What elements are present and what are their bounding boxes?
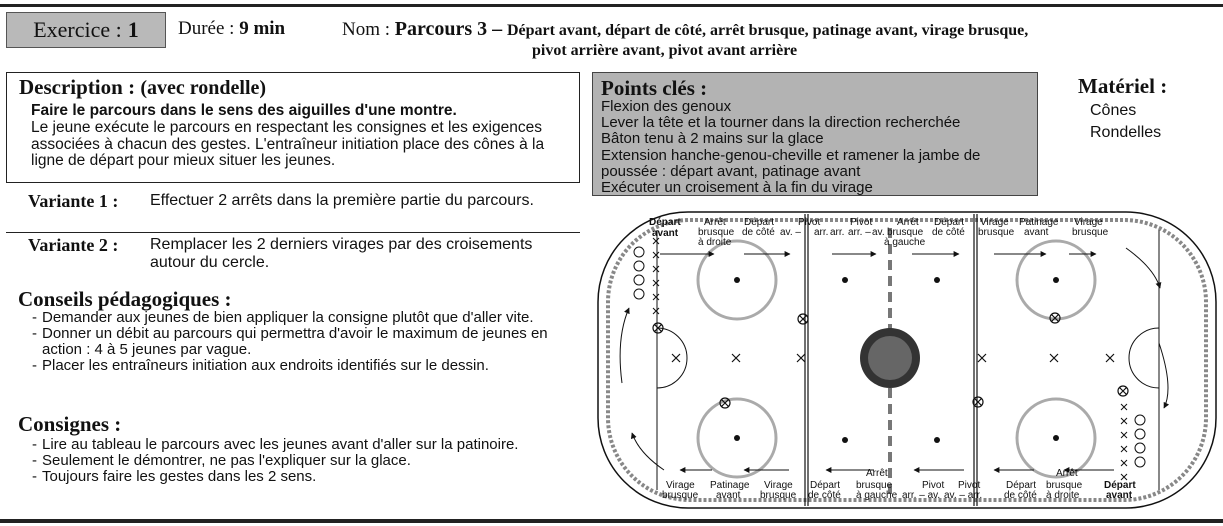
top-label-depart-cote-2: Départ de côté: [932, 217, 965, 238]
description-subtitle: (avec rondelle): [140, 77, 267, 99]
variante-2: [28, 236, 580, 278]
point-cle-item: Exécuter un croisement à la fin du virage: [601, 179, 873, 196]
duration: [178, 18, 285, 40]
conseils-list: [32, 310, 582, 374]
conseil-item: - Demander aux jeunes de bien appliquer la consigne plutôt que d'aller vite.: [32, 310, 582, 326]
variante-1-text: Effectuer 2 arrêts dans la première partie du parcours.: [150, 192, 534, 209]
description-text: Le jeune exécute le parcours en respectant les consignes et les exigences associées à chacun des gestes. L'entraîneur initiation place des cônes à la ligne de départ pour mieux situer les jeunes.: [31, 119, 545, 169]
points-cles-title: Points clés :: [601, 76, 708, 100]
name-label: Nom :: [342, 19, 391, 40]
description-box: [6, 72, 580, 183]
top-label-virage-1: Virage brusque: [978, 217, 1015, 238]
name-description-line1: Départ avant, départ de côté, arrêt brusque, patinage avant, virage brusque,: [506, 22, 1029, 39]
bottom-label-pivot-av-arr: Pivot av. – arr.: [944, 480, 983, 501]
top-label-pivot-second: Pivot arr. arr. –av.: [830, 217, 885, 238]
variante-1: [28, 192, 580, 232]
variante-2-label: Variante 2 :: [28, 235, 119, 255]
conseils-title: Conseils pédagogiques :: [18, 287, 232, 311]
variante-divider: [6, 232, 580, 233]
consigne-item: - Lire au tableau le parcours avec les jeunes avant d'aller sur la patinoire.: [32, 437, 582, 453]
top-label-depart-cote: Départ de côté: [742, 217, 775, 238]
bottom-label-depart-avant: Départ avant: [1104, 480, 1136, 501]
name-description-line2: pivot arrière avant, pivot avant arrière: [532, 42, 798, 59]
point-cle-item: Bâton tenu à 2 mains sur la glace: [601, 130, 824, 148]
exercise-label: Exercice :: [33, 17, 122, 42]
top-label-pivot-first: Pivot av. – arr.: [780, 217, 829, 238]
variante-2-text: Remplacer les 2 derniers virages par des croisements autour du cercle.: [150, 236, 533, 271]
exercise-badge: [6, 12, 166, 48]
bottom-label-arret-gauche: Arrêt brusque à gauche: [856, 468, 898, 501]
point-cle-item: Extension hanche-genou-cheville et ramener la jambe de poussée : départ avant, patinage avant: [601, 146, 981, 180]
top-label-depart-avant: Départ avant: [649, 217, 681, 239]
exercise-number: 1: [127, 17, 139, 42]
name-value: Parcours 3 –: [394, 18, 503, 40]
point-cle-item: Lever la tête et la tourner dans la direction recherchée: [601, 114, 961, 132]
footer-rule: [0, 519, 1223, 523]
top-label-patinage: Patinage avant: [1019, 217, 1059, 238]
top-label-arret-gauche: Arrêt brusque à gauche: [884, 217, 926, 248]
points-cles-box: [592, 72, 1038, 196]
materiel-item: Cônes: [1090, 102, 1137, 119]
bottom-label-depart-cote: Départ de côté: [808, 480, 841, 501]
top-label-arret-droite: Arrêt brusque à droite: [698, 217, 735, 248]
bottom-label-arret-droite: Arrêt brusque à droite: [1046, 468, 1083, 501]
exercise-name: [342, 18, 1028, 41]
bottom-label-pivot-arr-av: Pivot arr. – av.: [902, 480, 945, 501]
bottom-label-depart-cote-2: Départ de côté: [1004, 480, 1037, 501]
point-cle-item: Flexion des genoux: [601, 98, 732, 115]
description-title-text: Description :: [19, 75, 136, 99]
description-title: [19, 75, 573, 100]
header-rule: [0, 4, 1223, 7]
consignes-title: Consignes :: [18, 412, 122, 436]
consignes-list: [32, 437, 582, 485]
variante-1-label: Variante 1 :: [28, 191, 119, 211]
consigne-item: - Seulement le démontrer, ne pas l'expliquer sur la glace.: [32, 453, 582, 469]
materiel-list: [1090, 100, 1161, 144]
points-cles-list: [601, 99, 1029, 196]
conseil-item: - Donner un débit au parcours qui permettra d'avoir le maximum de jeunes en action : 4 à 5 jeunes par vague.: [32, 326, 582, 358]
bottom-label-virage-1: Virage brusque: [662, 480, 699, 501]
duration-value: 9 min: [239, 18, 286, 39]
duration-label: Durée :: [178, 18, 235, 39]
bottom-label-virage-2: Virage brusque: [760, 480, 797, 501]
consigne-item: - Toujours faire les gestes dans les 2 sens.: [32, 469, 582, 485]
conseil-item: - Placer les entraîneurs initiation aux endroits identifiés sur le dessin.: [32, 358, 582, 374]
description-instruction: Faire le parcours dans le sens des aiguilles d'une montre.: [31, 102, 457, 119]
top-label-virage-2: Virage brusque: [1072, 217, 1109, 238]
materiel-title: Matériel :: [1078, 74, 1168, 98]
bottom-label-patinage: Patinage avant: [710, 480, 750, 501]
rink-diagram: [594, 208, 1222, 513]
materiel-item: Rondelles: [1090, 124, 1162, 141]
